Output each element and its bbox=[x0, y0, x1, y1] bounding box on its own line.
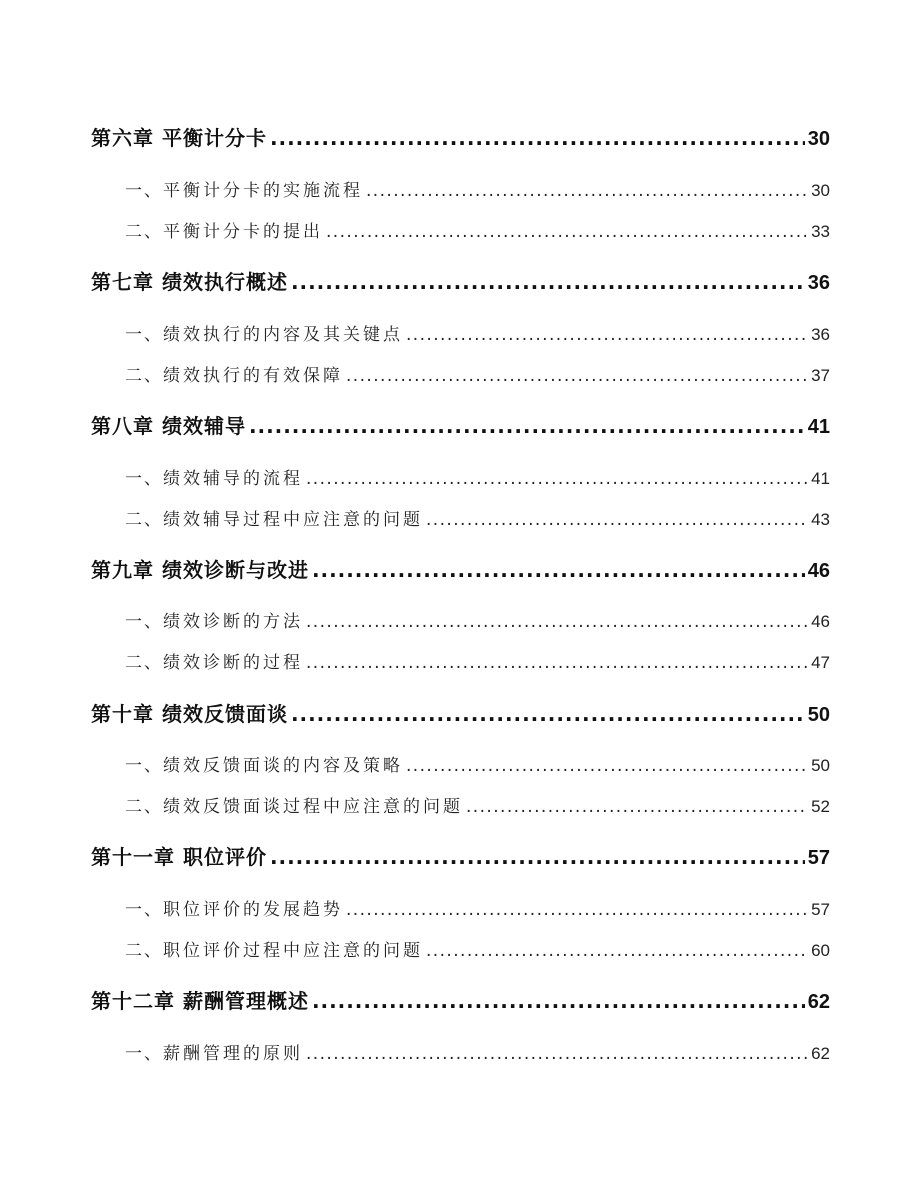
toc-page-number: 30 bbox=[807, 128, 830, 150]
dot-leader bbox=[291, 270, 805, 294]
dot-leader bbox=[312, 558, 805, 582]
dot-leader bbox=[406, 325, 808, 345]
toc-entry-title: 第十一章 职位评价 bbox=[91, 845, 267, 869]
toc-chapter-entry[interactable] bbox=[91, 841, 830, 870]
toc-section-number: 二、 bbox=[125, 222, 163, 242]
toc-section-entry[interactable] bbox=[125, 1039, 830, 1064]
dot-leader bbox=[312, 989, 805, 1013]
dot-leader bbox=[426, 941, 808, 961]
toc-section-entry[interactable] bbox=[125, 464, 830, 489]
toc-section-entry[interactable] bbox=[125, 792, 830, 817]
toc-chapter-entry[interactable] bbox=[91, 266, 830, 295]
dot-leader bbox=[306, 469, 808, 489]
dot-leader bbox=[249, 414, 805, 438]
toc-section-number: 一、 bbox=[125, 181, 163, 201]
toc-entry-title: 第六章 平衡计分卡 bbox=[91, 126, 267, 150]
toc-section-entry[interactable] bbox=[125, 361, 830, 386]
toc-page-number: 41 bbox=[807, 416, 830, 438]
dot-leader bbox=[326, 222, 808, 242]
toc-entry-title: 职位评价过程中应注意的问题 bbox=[163, 941, 423, 961]
toc-entry-title: 平衡计分卡的实施流程 bbox=[163, 181, 363, 201]
toc-section-entry[interactable] bbox=[125, 751, 830, 776]
toc-section-entry[interactable] bbox=[125, 607, 830, 632]
toc-page-number: 47 bbox=[811, 653, 830, 672]
toc-section-number: 一、 bbox=[125, 612, 163, 632]
dot-leader bbox=[346, 900, 808, 920]
dot-leader bbox=[366, 181, 808, 201]
toc-section-number: 一、 bbox=[125, 325, 163, 345]
toc-section-number: 二、 bbox=[125, 366, 163, 386]
dot-leader bbox=[306, 653, 808, 673]
toc-section-entry[interactable] bbox=[125, 217, 830, 242]
dot-leader bbox=[270, 126, 805, 150]
toc-page-number: 62 bbox=[811, 1044, 830, 1063]
toc-entry-title: 第八章 绩效辅导 bbox=[91, 414, 246, 438]
dot-leader bbox=[426, 510, 808, 530]
toc-section-entry[interactable] bbox=[125, 895, 830, 920]
toc-entry-title: 第九章 绩效诊断与改进 bbox=[91, 558, 309, 582]
toc-page-number: 62 bbox=[807, 991, 830, 1013]
toc-section-number: 二、 bbox=[125, 941, 163, 961]
toc-page-number: 30 bbox=[811, 181, 830, 200]
toc-section-number: 一、 bbox=[125, 900, 163, 920]
toc-section-number: 一、 bbox=[125, 469, 163, 489]
toc-section-number: 二、 bbox=[125, 510, 163, 530]
toc-page-number: 33 bbox=[811, 222, 830, 241]
toc-page-number: 43 bbox=[811, 510, 830, 529]
toc-entry-title: 绩效诊断的方法 bbox=[163, 612, 303, 632]
toc-section-entry[interactable] bbox=[125, 936, 830, 961]
toc-entry-title: 平衡计分卡的提出 bbox=[163, 222, 323, 242]
toc-entry-title: 第十二章 薪酬管理概述 bbox=[91, 989, 309, 1013]
toc-page-number: 36 bbox=[811, 325, 830, 344]
toc-section-number: 一、 bbox=[125, 1044, 163, 1064]
toc-entry-title: 第七章 绩效执行概述 bbox=[91, 270, 288, 294]
dot-leader bbox=[306, 612, 808, 632]
toc-page-number: 46 bbox=[811, 612, 830, 631]
toc-entry-title: 绩效反馈面谈过程中应注意的问题 bbox=[163, 797, 463, 817]
toc-page-number: 37 bbox=[811, 366, 830, 385]
toc-page-number: 50 bbox=[811, 756, 830, 775]
toc-page-number: 46 bbox=[807, 560, 830, 582]
toc-section-number: 二、 bbox=[125, 797, 163, 817]
toc-chapter-entry[interactable] bbox=[91, 698, 830, 727]
toc-section-entry[interactable] bbox=[125, 505, 830, 530]
toc-section-entry[interactable] bbox=[125, 648, 830, 673]
toc-page-number: 50 bbox=[807, 704, 830, 726]
toc-page-number: 52 bbox=[811, 797, 830, 816]
dot-leader bbox=[306, 1044, 808, 1064]
toc-entry-title: 职位评价的发展趋势 bbox=[163, 900, 343, 920]
toc-page-number: 36 bbox=[807, 272, 830, 294]
toc-entry-title: 绩效辅导的流程 bbox=[163, 469, 303, 489]
toc-entry-title: 绩效反馈面谈的内容及策略 bbox=[163, 756, 403, 776]
dot-leader bbox=[346, 366, 808, 386]
toc-page-number: 41 bbox=[811, 469, 830, 488]
toc-section-entry[interactable] bbox=[125, 320, 830, 345]
dot-leader bbox=[406, 756, 808, 776]
toc-entry-title: 绩效诊断的过程 bbox=[163, 653, 303, 673]
toc-section-number: 二、 bbox=[125, 653, 163, 673]
toc-entry-title: 第十章 绩效反馈面谈 bbox=[91, 702, 288, 726]
toc-chapter-entry[interactable] bbox=[91, 554, 830, 583]
toc-entry-title: 薪酬管理的原则 bbox=[163, 1044, 303, 1064]
toc-chapter-entry[interactable] bbox=[91, 985, 830, 1014]
toc-entry-title: 绩效执行的内容及其关键点 bbox=[163, 325, 403, 345]
toc-entry-title: 绩效辅导过程中应注意的问题 bbox=[163, 510, 423, 530]
toc-page-number: 57 bbox=[811, 900, 830, 919]
toc-chapter-entry[interactable] bbox=[91, 122, 830, 151]
dot-leader bbox=[466, 797, 808, 817]
dot-leader bbox=[270, 845, 805, 869]
dot-leader bbox=[291, 702, 805, 726]
toc-section-number: 一、 bbox=[125, 756, 163, 776]
toc-page-number: 57 bbox=[807, 847, 830, 869]
toc-page-number: 60 bbox=[811, 941, 830, 960]
toc-chapter-entry[interactable] bbox=[91, 410, 830, 439]
toc-section-entry[interactable] bbox=[125, 176, 830, 201]
toc-entry-title: 绩效执行的有效保障 bbox=[163, 366, 343, 386]
